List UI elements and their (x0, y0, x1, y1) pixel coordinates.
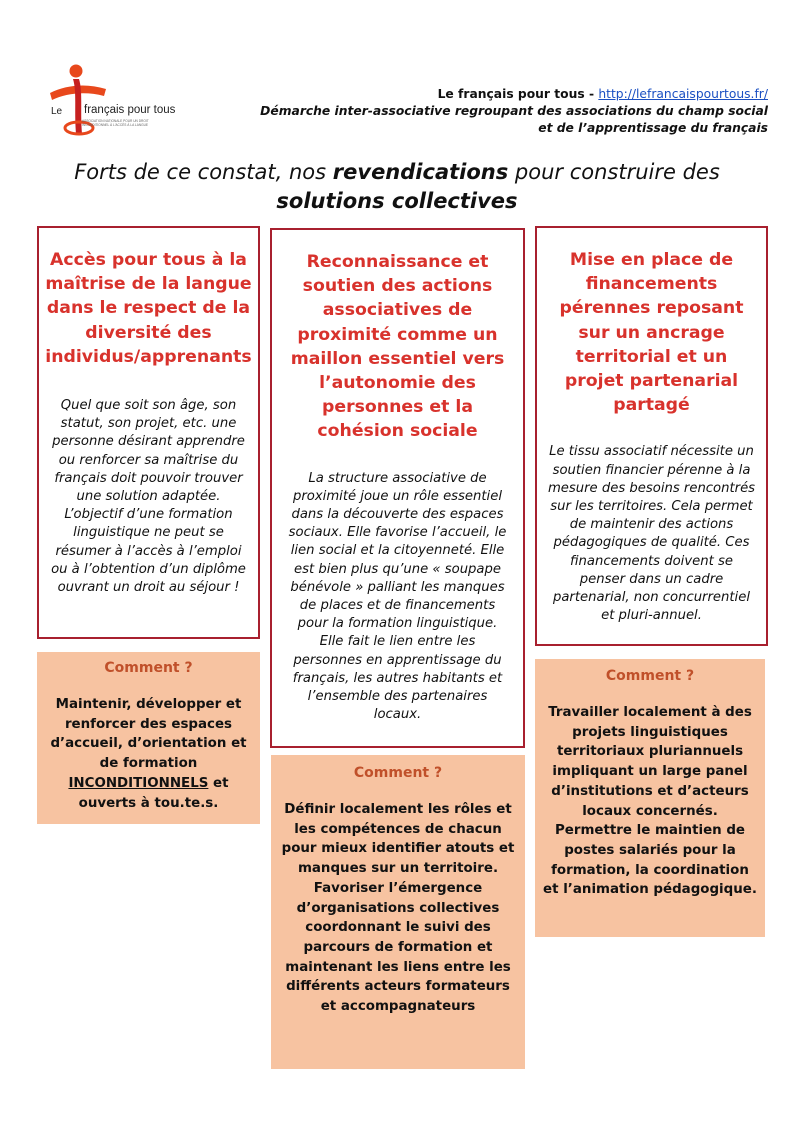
how-title-1: Comment ? (104, 660, 193, 676)
title-part-2: pour construire des (508, 160, 720, 184)
header (260, 86, 768, 137)
claim-heading-3: Mise en place de financements pérennes reposant sur un ancrage territorial et un projet partenarial partagé (559, 250, 744, 416)
how-text-1-b: et ouverts à tou.te.s. (78, 775, 229, 811)
logo-subtitle: ASSOCIATION NATIONALE POUR UN DROIT INCONDITIONNEL À L'ACCÈS À LA LANGUE (82, 119, 149, 127)
header-separator: - (584, 87, 599, 101)
how-title-2: Comment ? (353, 765, 443, 781)
header-line-1 (260, 86, 768, 103)
page-title (0, 158, 794, 216)
claim-heading-1: Accès pour tous à la maîtrise de la langue dans le respect de la diversité des individus/apprenants (45, 250, 252, 367)
title-bold-1: revendications (332, 160, 509, 184)
claim-text-1: Quel que soit son âge, son statut, son projet, etc. une personne désirant apprendre ou renforcer sa maîtrise du français doit pouvoir trouver une solution adaptée. L’objectif d’une formation linguistique ne peut se résumer à l’accès à l’emploi ou à l’obtention d’un diplôme ouvrant un droit au séjour ! (51, 398, 246, 596)
claim-text-2: La structure associative de proximité joue un rôle essentiel dans la découverte des espaces sociaux. Elle favorise l’accueil, le lien social et la citoyenneté. Elle est bien plus qu’une « soupape bénévole » palliant les manques de places et de financements pour la formation linguistique. Elle fait le lien entre les personnes en apprentissage du français, les autres habitants et l’ensemble des partenaires locaux. (288, 470, 507, 723)
claim-text-3: Le tissu associatif nécessite un soutien financier pérenne à la mesure des besoins rencontrés sur les territoires. Cela permet de maintenir des actions pédagogiques de qualité. Ces financements doivent se penser dans un cadre partenarial, non concurrentiel et pluri-annuel. (547, 444, 756, 624)
how-text-2: Définir localement les rôles et les compétences de chacun pour mieux identifier atouts et manques sur un territoire. Favoriser l’émergence d’organisations collectives coordonnant le suivi des parcours de formation et maintenant les liens entre les différents acteurs formateurs et accompagnateurs (281, 802, 515, 1015)
org-name: Le français pour tous (437, 87, 585, 101)
how-title-3: Comment ? (605, 668, 695, 684)
how-text-1-a: Maintenir, développer et renforcer des espaces d’accueil, d’orientation et de formation (50, 697, 247, 772)
logo (46, 62, 186, 142)
how-box-3 (535, 659, 765, 937)
how-text-1 (45, 695, 252, 813)
header-line-3: et de l’apprentissage du français (538, 121, 768, 135)
title-part-1: Forts de ce constat, nos (74, 160, 333, 184)
logo-mark-icon (46, 62, 186, 142)
header-line-2: Démarche inter-associative regroupant des associations du champ social (260, 104, 768, 118)
how-text-1-underlined: INCONDITIONNELS (68, 775, 209, 791)
how-box-1 (37, 652, 260, 824)
logo-le: Le (51, 106, 63, 117)
claim-box-2 (270, 228, 525, 748)
logo-name: français pour tous (84, 104, 176, 116)
website-link[interactable]: http://lefrancaispourtous.fr/ (598, 87, 768, 101)
claim-box-3 (535, 226, 768, 646)
claim-heading-2: Reconnaissance et soutien des actions associatives de proximité comme un maillon essentiel vers l’autonomie des personnes et la cohésion sociale (290, 252, 505, 442)
title-bold-2: solutions collectives (276, 189, 518, 213)
claim-box-1 (37, 226, 260, 639)
how-text-3: Travailler localement à des projets linguistiques territoriaux pluriannuels impliquant un large panel d’institutions et d’acteurs locaux concernés. Permettre le maintien de postes salariés pour la formation, la coordination et l’animation pédagogique. (543, 705, 757, 898)
how-box-2 (271, 755, 525, 1069)
